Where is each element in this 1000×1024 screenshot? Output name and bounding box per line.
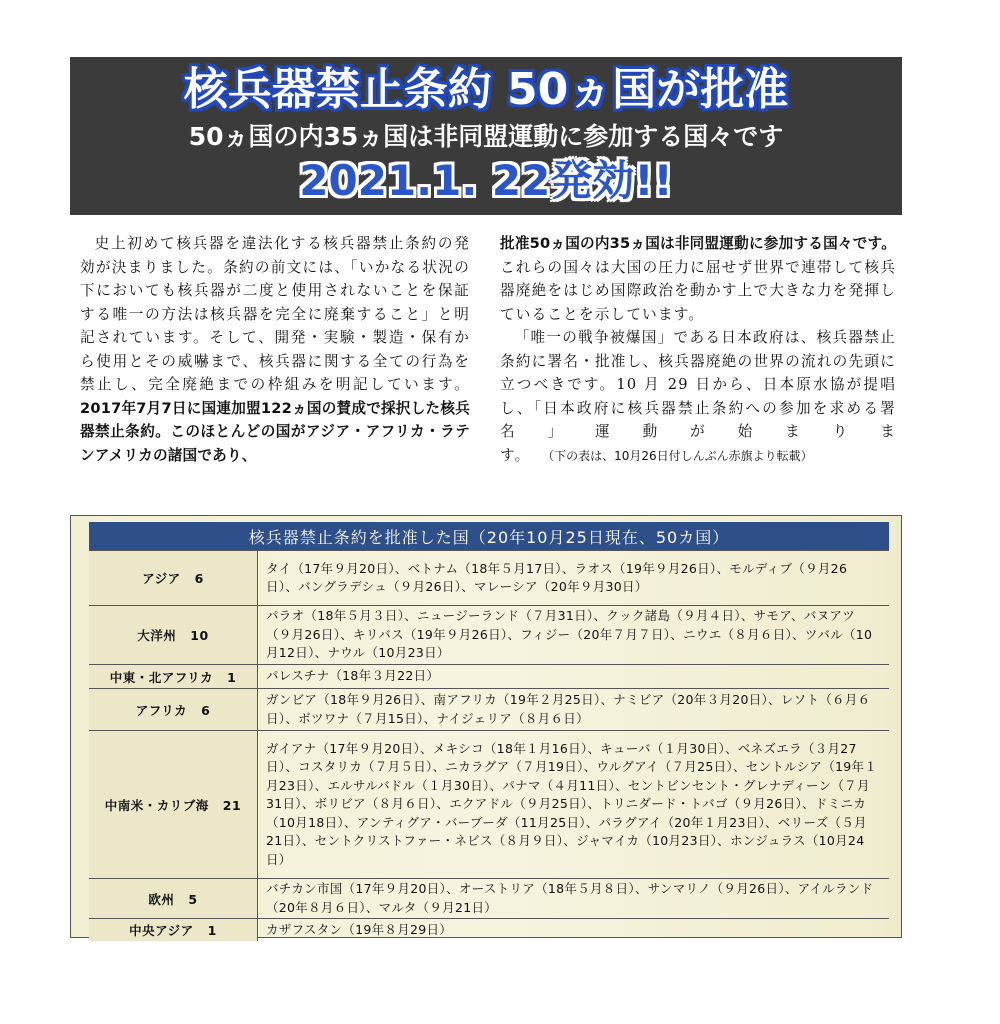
region-cell bbox=[89, 689, 258, 731]
article-text: これらの国々は大国の圧力に屈せず世界で連帯して核兵器廃絶をはじめ国際政治を動かす上で大きな力を発揮していることを示しています。 bbox=[500, 258, 896, 323]
article-text: 「唯一の戦争被爆国」である日本政府は、核兵器禁止条約に署名・批准し、核兵器廃絶の世界の流れの先頭に立つべきです。10 月 29 日から、日本原水協が提唱し、「日本政府に核兵器禁止条約への参加を求める署名」運動が始まります。 bbox=[500, 329, 896, 464]
ratification-table bbox=[89, 522, 889, 941]
region-name: アジア bbox=[142, 571, 181, 586]
article-text: 史上初めて核兵器を違法化する核兵器禁止条約の発効が決まりました。条約の前文には、「いかなる状況の下においても核兵器が二度と使用されないことを保証する唯一の方法は核兵器を完全に廃棄すること」と明記されています。そして、開発・実験・製造・保有から使用とその威嚇まで、核兵器に関する全ての行為を禁止し、完全廃絶までの枠組みを明記しています。 bbox=[80, 235, 470, 393]
table-row bbox=[89, 879, 889, 919]
headline-subtitle: 50ヵ国の内35ヵ国は非同盟運動に参加する国々です bbox=[188, 122, 784, 151]
table-row bbox=[89, 919, 889, 941]
region-name: 中央アジア bbox=[129, 922, 194, 938]
table-title: 核兵器禁止条約を批准した国（20年10月25日現在、50カ国） bbox=[89, 522, 889, 551]
headline-title: 核兵器禁止条約 50ヵ国が批准 bbox=[183, 64, 789, 115]
region-cell bbox=[89, 665, 258, 689]
region-count: 6 bbox=[194, 571, 204, 586]
table-row bbox=[89, 551, 889, 606]
region-name: アフリカ bbox=[135, 702, 188, 718]
article-bold-text: 批准50ヵ国の内35ヵ国は非同盟運動に参加する国々です。 bbox=[500, 235, 896, 252]
countries-cell: ガンビア（18年９月26日）、南アフリカ（19年２月25日）、ナミビア（20年３月20日）、レソト（６月６日）、ボツワナ（７月15日）、ナイジェリア（８月６日） bbox=[258, 689, 890, 731]
headline-date: 2021.1. 22発効!! bbox=[299, 156, 673, 205]
countries-cell: パレスチナ（18年３月22日） bbox=[258, 665, 890, 689]
region-count: 1 bbox=[227, 669, 237, 685]
region-name: 中南米・カリブ海 bbox=[104, 797, 209, 813]
region-count: 10 bbox=[190, 628, 209, 643]
headline-banner bbox=[70, 57, 902, 215]
article-right-column bbox=[500, 232, 896, 468]
region-cell bbox=[89, 731, 258, 879]
table-row bbox=[89, 731, 889, 879]
ratification-table-clipping bbox=[70, 515, 902, 938]
region-count: 6 bbox=[201, 702, 211, 718]
table-row bbox=[89, 665, 889, 689]
region-count: 5 bbox=[188, 891, 198, 907]
region-cell bbox=[89, 879, 258, 919]
table-row bbox=[89, 606, 889, 665]
region-cell bbox=[89, 606, 258, 665]
region-name: 欧州 bbox=[148, 891, 175, 907]
region-count: 1 bbox=[207, 922, 217, 938]
region-name: 大洋州 bbox=[137, 628, 177, 643]
countries-cell: タイ（17年９月20日）、ベトナム（18年５月17日）、ラオス（19年９月26日）、モルディブ（９月26日）、バングラデシュ（９月26日）、マレーシア（20年９月30日） bbox=[258, 551, 890, 606]
source-note: （下の表は、10月26日付しんぶん赤旗より転載） bbox=[542, 448, 813, 463]
countries-cell: バチカン市国（17年９月20日）、オーストリア（18年５月８日）、サンマリノ（９月26日）、アイルランド（20年８月６日）、マルタ（９月21日） bbox=[258, 879, 890, 919]
region-cell bbox=[89, 551, 258, 606]
region-cell bbox=[89, 919, 258, 941]
article-left-column bbox=[80, 232, 470, 467]
article-bold-text: 2017年7月7日に国連加盟122ヵ国の賛成で採択した核兵器禁止条約。このほとんどの国がアジア・アフリカ・ラテンアメリカの諸国であり、 bbox=[80, 399, 470, 464]
article-paragraph bbox=[500, 326, 896, 468]
region-count: 21 bbox=[222, 797, 242, 813]
table-row bbox=[89, 689, 889, 731]
region-name: 中東・北アフリカ bbox=[109, 669, 214, 685]
article-paragraph bbox=[80, 232, 470, 467]
countries-cell: ガイアナ（17年９月20日）、メキシコ（18年１月16日）、キューバ（１月30日）、ベネズエラ（３月27日）、コスタリカ（７月５日）、ニカラグア（７月19日）、ウルグアイ（７月25日）、セントルシア（19年１月23日）、エルサルバドル（１月30日）、パナマ（４月11日）、セントビンセント・グレナディーン（７月31日）、ボリビア（８月６日）、エクアドル（９月25日）、トリニダード・トバゴ（９月26日）、ドミニカ（10月18日）、アンティグア・バーブーダ（11月25日）、パラグアイ（20年１月23日）、ベリーズ（５月21日）、セントクリストファー・ネビス（８月９日）、ジャマイカ（10月23日）、ホンジュラス（10月24日） bbox=[258, 731, 890, 879]
article-paragraph bbox=[500, 232, 896, 326]
countries-cell: パラオ（18年５月３日）、ニュージーランド（７月31日）、クック諸島（９月４日）、サモア、バヌアツ（９月26日）、キリバス（19年９月26日）、フィジー（20年７月７日）、ニウエ（８月６日）、ツバル（10月12日）、ナウル（10月23日） bbox=[258, 606, 890, 665]
countries-cell: カザフスタン（19年８月29日） bbox=[258, 919, 890, 941]
